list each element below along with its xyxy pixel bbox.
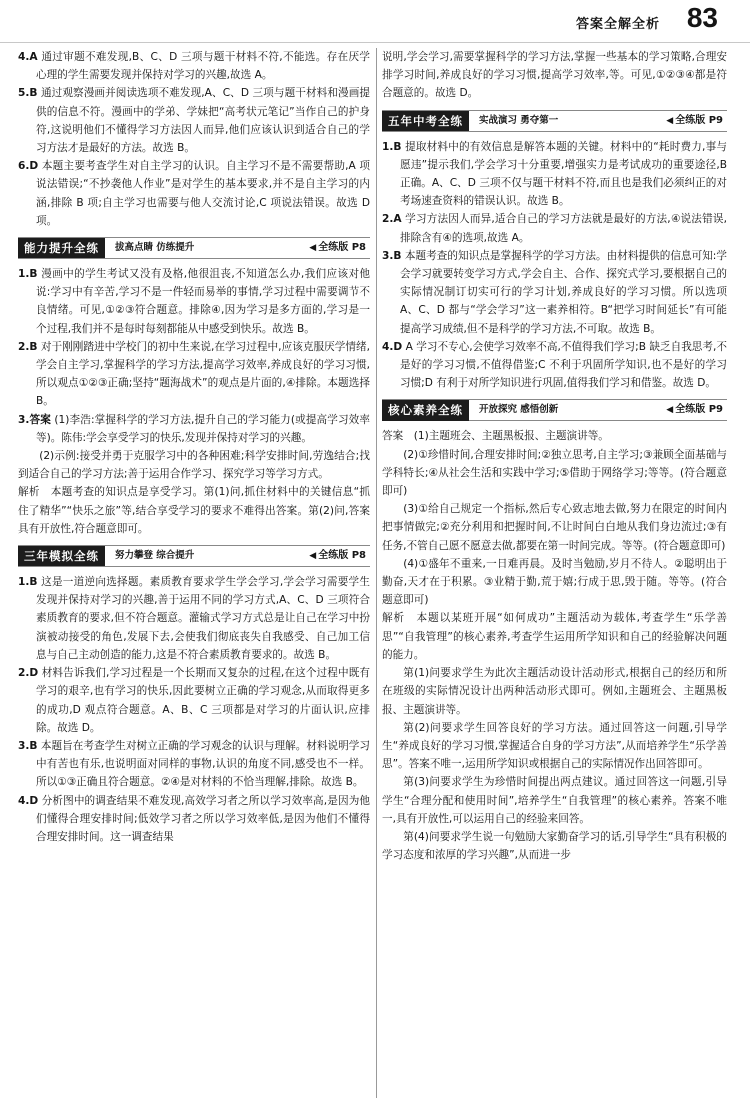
- answer-item: 6.D 本题主要考查学生对自主学习的认识。自主学习不是不需要帮助,A 项说法错误;“不抄袭他人作业”是对学生的基本要求,并不是自主学习的内涵,排除 B 项;自主学习也需要与他人交流讨论,C 项说法错误。故选 D 项。: [18, 160, 370, 227]
- right-column: [382, 48, 727, 1096]
- analysis-paragraph: 第(4)问要求学生说一句勉励大家勤奋学习的话,引导学生“具有积极的学习态度和浓厚的学习兴趣”,从而进一步: [382, 830, 727, 862]
- answer-item: 5.B 通过观察漫画并阅读选项不难发现,A、C、D 三项与题干材料和漫画提供的信息不符。漫画中的学弟、学妹把“高考状元笔记”当作自己的护身符,这说明他们不懂得学习方法因人而异,他们应该认识到适合自己的学习方法才是最好的方法。故选 B。: [18, 87, 370, 155]
- analysis-paragraph: 第(2)问要求学生回答良好的学习方法。通过回答这一问题,引导学生“养成良好的学习习惯,掌握适合自身的学习方法”,从而培养学生“乐学善思”。答案不唯一,运用所学知识或根据自己的实际情况作出回答即可。: [382, 721, 727, 771]
- analysis-paragraph: 解析 本题以某班开展“如何成功”主题活动为载体,考查学生“乐学善思”“自我管理”的核心素养,考查学生运用所学知识和自己的经验解决问题的能力。: [382, 612, 727, 661]
- header-title: 答案全解全析: [575, 17, 660, 32]
- answer-paragraph: (4)①盛年不重来,一日难再晨。及时当勉励,岁月不待人。②聪明出于勤奋,天才在于积累。③业精于勤,荒于嬉;行成于思,毁于随。等等。(符合题意即可): [382, 557, 727, 607]
- section-header-core: [382, 399, 727, 421]
- triangle-icon: ◀: [309, 242, 317, 253]
- answer-item: 1.B 提取材料中的有效信息是解答本题的关键。材料中的“耗时费力,事与愿违”提示我们,学会学习十分重要,增强实力是考试成功的重要途径,B 正确。A、C、D 三项不仅与题干材料不符,而且也是我们必须纠正的对考场速查资料的错误认识。故选 B。: [382, 140, 727, 208]
- triangle-icon: ◀: [309, 550, 317, 561]
- analysis-paragraph: 解析 本题考查的知识点是享受学习。第(1)问,抓住材料中的关键信息“抓住了精华”“快乐之旅”等,结合享受学习的要求不难得出答案。第(2)问,答案具有开放性,符合题意即可。: [18, 486, 370, 535]
- answer-item: 1.B 这是一道逆向选择题。素质教育要求学生学会学习,学会学习需要学生发现并保持对学习的兴趣,善于运用不同的学习方式,A、C、D 三项符合素质教育的要求,但不符合题意。灌输式学习方式总是让自己在学习中扮演被动接受的角色,发展下去,会使我们彻底丧失自我感受、自己加工信息与自己主动创造的能力,这是不符合素质教育要求的。故选 B。: [18, 576, 370, 661]
- section-subtitle: 开放探究 感悟创新: [479, 404, 559, 416]
- analysis-paragraph: 第(3)问要求学生为珍惜时间提出两点建议。通过回答这一问题,引导学生“合理分配和使用时间”,培养学生“自我管理”的核心素养。答案不唯一,具有开放性,可以运用自己的经验来回答。: [382, 776, 727, 825]
- section-title: 三年模拟全练: [18, 546, 105, 566]
- analysis-paragraph: 第(1)问要求学生为此次主题活动设计活动形式,根据自己的经历和所在班级的实际情况设计出两种活动形式即可。例如,主题班会、主题黑板报、主题演讲等。: [382, 667, 727, 716]
- answer-item: 2.A 学习方法因人而异,适合自己的学习方法就是最好的方法,④说法错误,排除含有④的选项,故选 A。: [382, 213, 727, 244]
- answer-paragraph: (2)①珍惜时间,合理安排时间;②独立思考,自主学习;③兼顾全面基础与学科特长;④从社会生活和实践中学习;⑤借助于网络学习;等等。(符合题意即可): [382, 448, 727, 498]
- section-title: 能力提升全练: [18, 238, 105, 258]
- answer-paragraph: 答案 (1)主题班会、主题黑板报、主题演讲等。: [382, 430, 609, 443]
- section-header-three-year: [18, 545, 370, 567]
- left-column: [18, 48, 370, 1096]
- answer-item: 2.B 对于刚刚踏进中学校门的初中生来说,在学习过程中,应该克服厌学情绪,学会自主学习,掌握科学的学习方法,提高学习效率,养成良好的学习习惯,所以观点①②③正确;坚持“题海战术”的观点是片面的,④排除。本题选择 B。: [18, 340, 370, 408]
- section-subtitle: 拔高点睛 仿练提升: [115, 241, 195, 253]
- answer-item: 4.D 分析图中的调查结果不难发现,高效学习者之所以学习效率高,是因为他们懂得合理安排时间;低效学习者之所以学习效率低,是因为他们不懂得合理安排时间。这一调查结果: [18, 794, 370, 843]
- section-header-ability: [18, 237, 370, 259]
- answer-item: 2.D 材料告诉我们,学习过程是一个长期而又复杂的过程,在这个过程中既有学习的艰辛,也有学习的快乐,因此要树立正确的学习观念,从而取得更多的成功,D 观点符合题意。A、B、C 三项都是对学习的片面认识,应排除。故选 D。: [18, 667, 370, 734]
- answer-item: 3.B 本题考查的知识点是掌握科学的学习方法。由材料提供的信息可知:学会学习就要转变学习方式,学会自主、合作、探究式学习,要根据自己的实际情况制订切实可行的学习计划,养成良好的学习习惯。所以选项 A、C、D 都与“学会学习”这一素养相符。B“把学习时间延长”有可能提高学习成绩,但不是科学的学习方法,不可取。故选 B。: [382, 249, 727, 335]
- answer-item: 1.B 漫画中的学生考试又没有及格,他很沮丧,不知道怎么办,我们应该对他说:学习中有辛苦,学习不是一件轻而易举的事情,学习过程中需要调节不良情绪。可见,①②③符合题意。排除④,因为学习是多方面的,学习是一个过程,我们并不是每时每刻都能从中感受到快乐。故选 B。: [18, 268, 370, 335]
- section-title: 五年中考全练: [382, 111, 469, 131]
- answer-paragraph: (2)示例:接受并勇于克服学习中的各种困难;科学安排时间,劳逸结合;找到适合自己的学习方法;善于运用合作学习、探究学习等学习方式。: [18, 450, 370, 481]
- page-number: 83: [686, 2, 718, 33]
- section-title: 核心素养全练: [382, 400, 469, 420]
- triangle-icon: ◀: [666, 405, 674, 416]
- answer-item: 4.D A 学习不专心,会使学习效率不高,不值得我们学习;B 缺乏自我思考,不是好的学习习惯,不值得借鉴;C 不利于巩固所学知识,也不是好的学习习惯;D 有利于对所学知识进行巩固,值得我们学习和借鉴。故选 D。: [382, 340, 727, 390]
- section-ref: ◀ 全练版 P8: [309, 549, 366, 561]
- section-ref: ◀ 全练版 P9: [666, 114, 723, 126]
- section-ref: ◀ 全练版 P9: [666, 404, 723, 416]
- section-ref: ◀ 全练版 P8: [309, 241, 366, 253]
- section-subtitle: 实战演习 勇夺第一: [479, 114, 559, 126]
- answer-paragraph: (3)①给自己规定一个指标,然后专心致志地去做,努力在限定的时间内把事情做完;②充分利用和把握时间,不让时间白白地从我们身边流过;③有任务,不管自己愿不愿意去做,都要在第一时间完成。等等。(符合题意即可): [382, 503, 727, 552]
- section-subtitle: 努力攀登 综合提升: [115, 549, 195, 561]
- continued-paragraph: 说明,学会学习,需要掌握科学的学习方法,掌握一些基本的学习策略,合理安排学习时间,养成良好的学习习惯,提高学习效率,等。可见,①②③④都是符合题意的。故选 D。: [382, 51, 727, 100]
- answer-item: 4.A 通过审题不难发现,B、C、D 三项与题干材料不符,不能选。存在厌学心理的学生需要发现并保持对学习的兴趣,故选 A。: [18, 51, 370, 82]
- triangle-icon: ◀: [666, 115, 674, 126]
- answer-item: 3.答案 (1)李浩:掌握科学的学习方法,提升自己的学习能力(或提高学习效率等)。陈伟:学会享受学习的快乐,发现并保持对学习的兴趣。: [18, 413, 370, 444]
- answer-item: 3.B 本题旨在考查学生对树立正确的学习观念的认识与理解。材料说明学习中有苦也有乐,也说明面对同样的事物,认识的角度不同,感受也不一样。所以①③正确且符合题意。②④是对材料的不恰当理解,排除。故选 B。: [18, 739, 370, 789]
- column-divider: [376, 48, 377, 1098]
- page-header: [0, 0, 750, 43]
- section-header-five-year: [382, 110, 727, 132]
